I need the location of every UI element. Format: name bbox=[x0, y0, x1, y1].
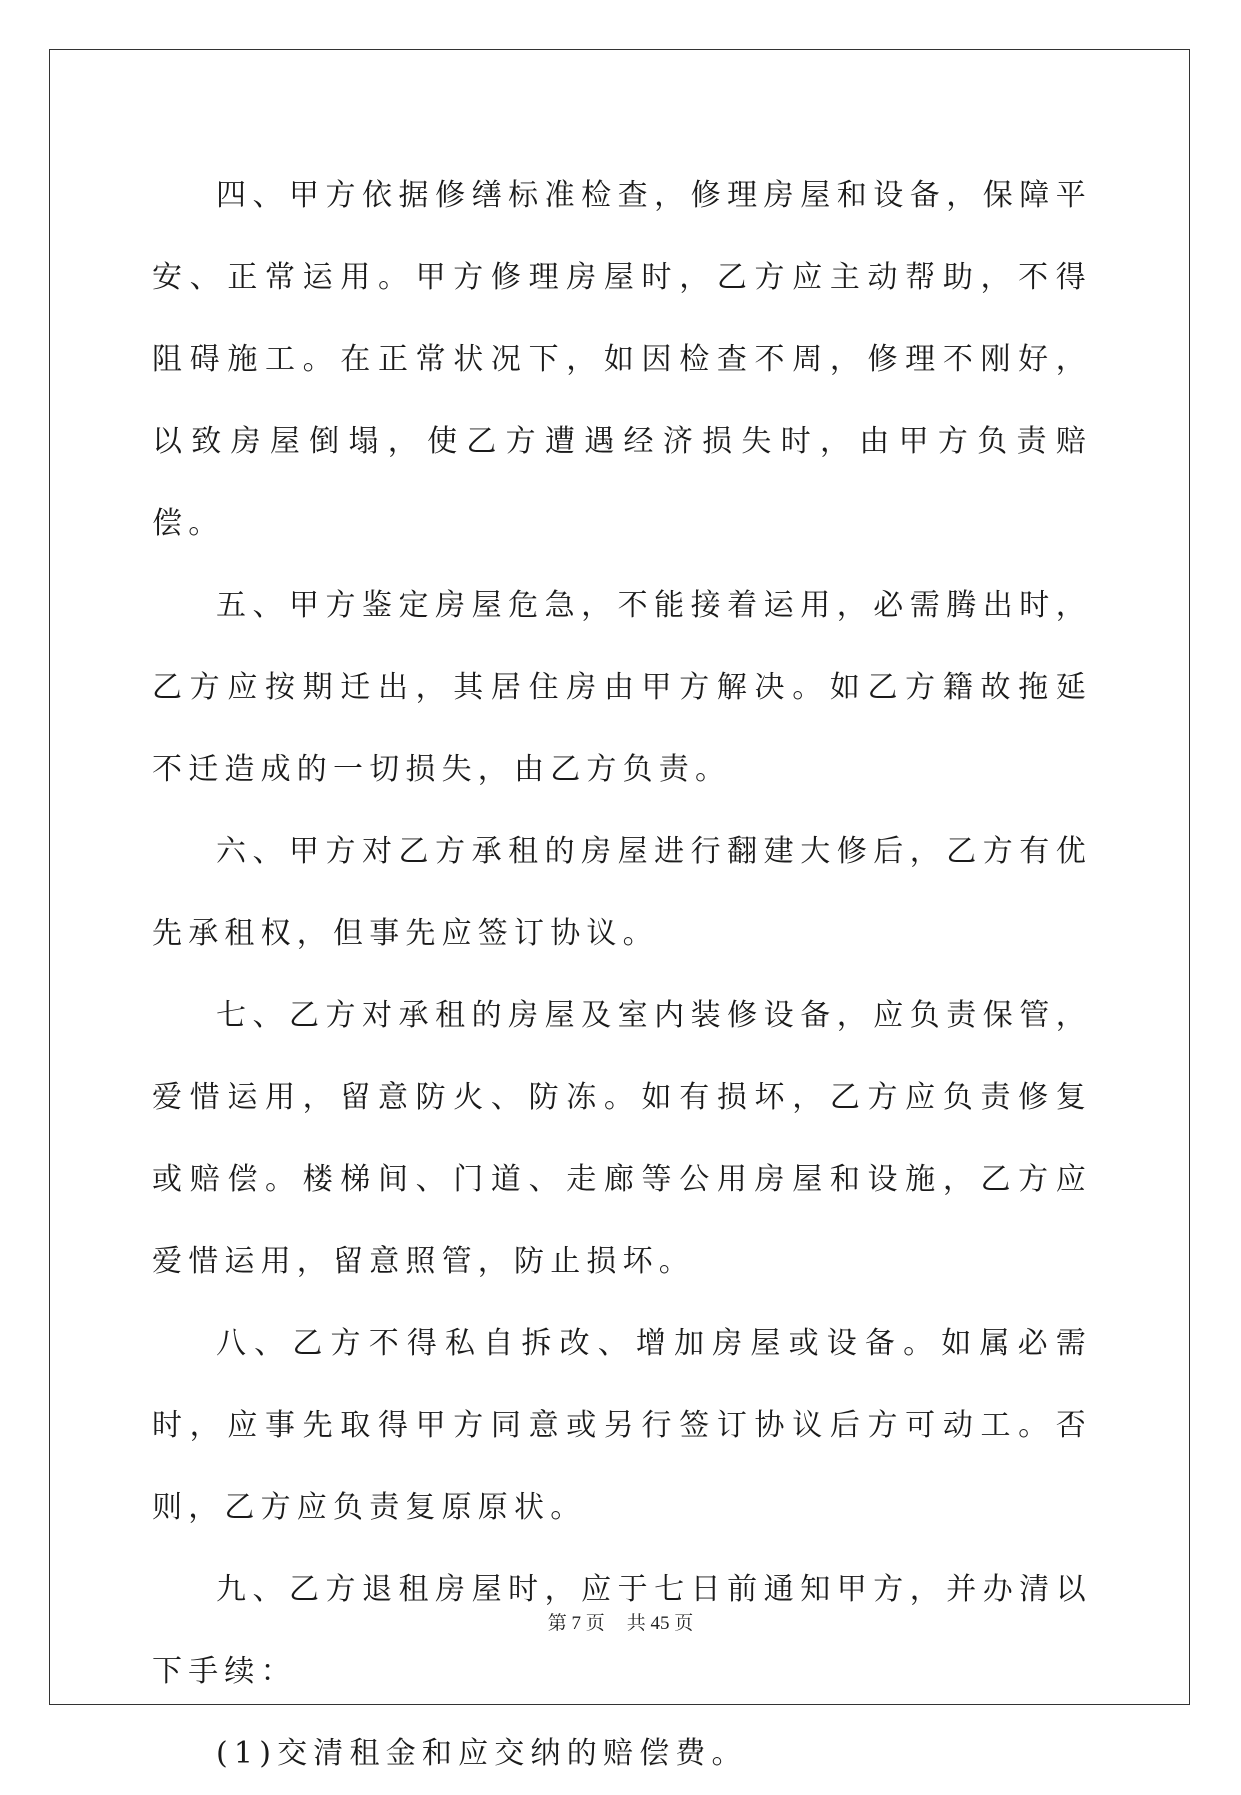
document-body bbox=[152, 155, 1092, 1795]
clause-8-paragraph: 八、乙方不得私自拆改、增加房屋或设备。如属必需时，应事先取得甲方同意或另行签订协议后方可动工。否则，乙方应负责复原原状。 bbox=[152, 1326, 1092, 1525]
clause-9-paragraph: 九、乙方退租房屋时，应于七日前通知甲方，并办清以下手续： bbox=[152, 1572, 1092, 1689]
clause-7-paragraph: 七、乙方对承租的房屋及室内装修设备，应负责保管，爱惜运用，留意防火、防冻。如有损坏，乙方应负责修复或赔偿。楼梯间、门道、走廊等公用房屋和设施，乙方应爱惜运用，留意照管，防止损坏。 bbox=[152, 998, 1092, 1279]
page-number: 第 7 页 bbox=[547, 1613, 605, 1634]
clause-5-paragraph: 五、甲方鉴定房屋危急，不能接着运用，必需腾出时，乙方应按期迁出，其居住房由甲方解决。如乙方籍故拖延不迁造成的一切损失，由乙方负责。 bbox=[152, 588, 1092, 787]
clause-6-paragraph: 六、甲方对乙方承租的房屋进行翻建大修后，乙方有优先承租权，但事先应签订协议。 bbox=[152, 834, 1092, 951]
total-pages: 共 45 页 bbox=[626, 1613, 694, 1634]
clause-9-item-1-paragraph: (1)交清租金和应交纳的赔偿费。 bbox=[216, 1736, 748, 1771]
page-footer bbox=[0, 1608, 1241, 1635]
clause-4-paragraph: 四、甲方依据修缮标准检查，修理房屋和设备，保障平安、正常运用。甲方修理房屋时，乙方应主动帮助，不得阻碍施工。在正常状况下，如因检查不周，修理不刚好，以致房屋倒塌，使乙方遭遇经济损失时，由甲方负责赔偿。 bbox=[152, 178, 1092, 541]
